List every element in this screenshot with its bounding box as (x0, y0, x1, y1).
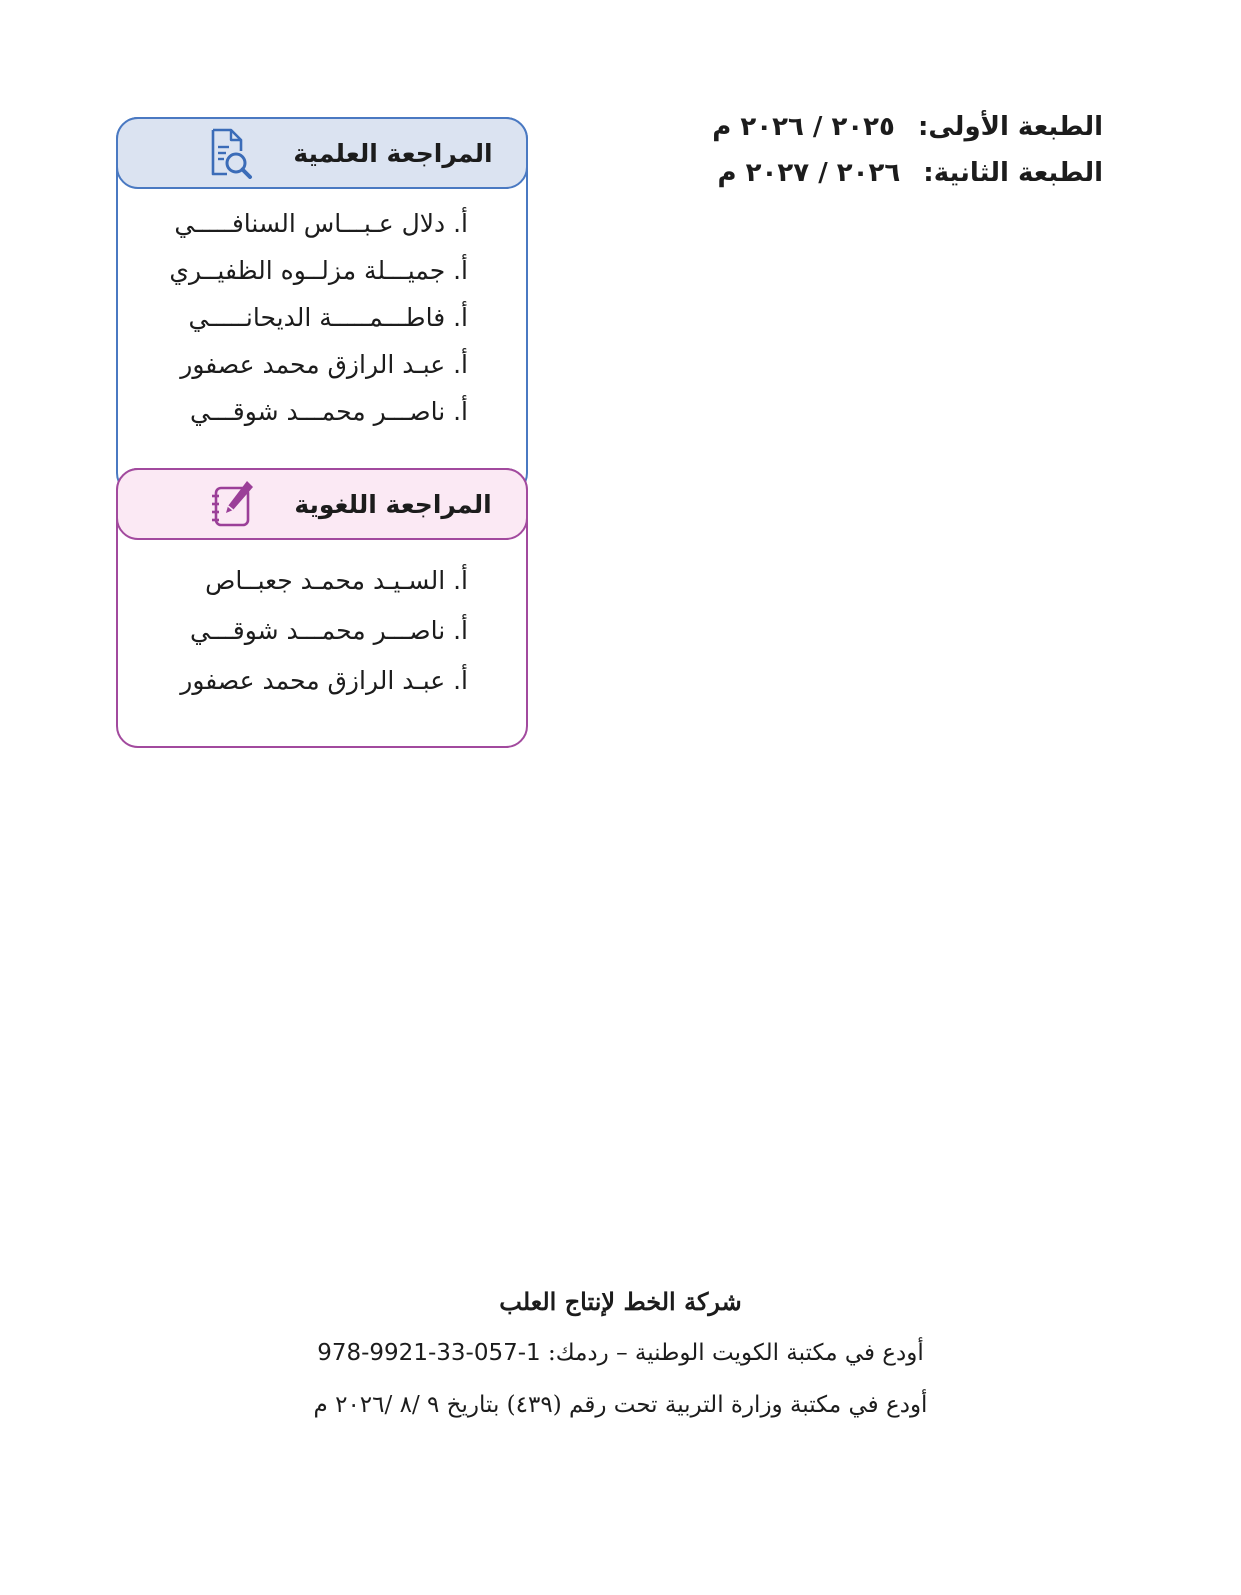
scientific-review-title: المراجعة العلمية (293, 138, 493, 168)
scientific-reviewers-list (169, 209, 468, 444)
reviewer-name: أ. عبـد الرازق محمد عصفور (180, 350, 468, 379)
edition-first (683, 112, 1103, 142)
editions-block (683, 112, 1103, 204)
document-search-icon (208, 127, 256, 179)
language-reviewers-list (180, 566, 468, 716)
notebook-pencil-icon (208, 478, 256, 530)
library-deposit-text: أودع في مكتبة الكويت الوطنية – ردمك: (547, 1340, 924, 1366)
company-name: شركة الخط لإنتاج العلب (499, 1287, 742, 1316)
edition-label: الطبعة الثانية: (923, 158, 1103, 188)
edition-label: الطبعة الأولى: (917, 112, 1103, 142)
reviewer-name: أ. عبـد الرازق محمد عصفور (180, 666, 468, 695)
reviewer-name: أ. ناصـــر محمـــد شوقـــي (189, 397, 468, 426)
reviewer-name: أ. جميـــلة مزلــوه الظفيــري (169, 256, 468, 285)
language-review-title: المراجعة اللغوية (294, 489, 492, 519)
edition-second (683, 158, 1103, 188)
reviewer-name: أ. السـيـد محمـد جعبــاص (205, 566, 468, 595)
scientific-review-panel (116, 117, 528, 495)
edition-value: ٢٠٢٦ / ٢٠٢٧ م (717, 158, 901, 188)
publication-footer (0, 1282, 1241, 1440)
scientific-review-header (116, 117, 528, 189)
reviewer-name: أ. فاطـــمـــــة الديحانـــــي (188, 303, 468, 332)
reviewer-name: أ. ناصـــر محمـــد شوقـــي (189, 616, 468, 645)
language-review-panel (116, 468, 528, 748)
ministry-deposit-line: أودع في مكتبة وزارة التربية تحت رقم (٤٣٩) بتاريخ ٩ /٨ /٢٠٢٦ م (313, 1392, 928, 1418)
edition-value: ٢٠٢٥ / ٢٠٢٦ م (712, 112, 895, 142)
reviewer-name: أ. دلال عـبـــاس السنافـــــي (174, 209, 468, 238)
isbn-number: 978-9921-33-057-1 (317, 1340, 541, 1366)
library-deposit-line (0, 1336, 1241, 1370)
language-review-header (116, 468, 528, 540)
